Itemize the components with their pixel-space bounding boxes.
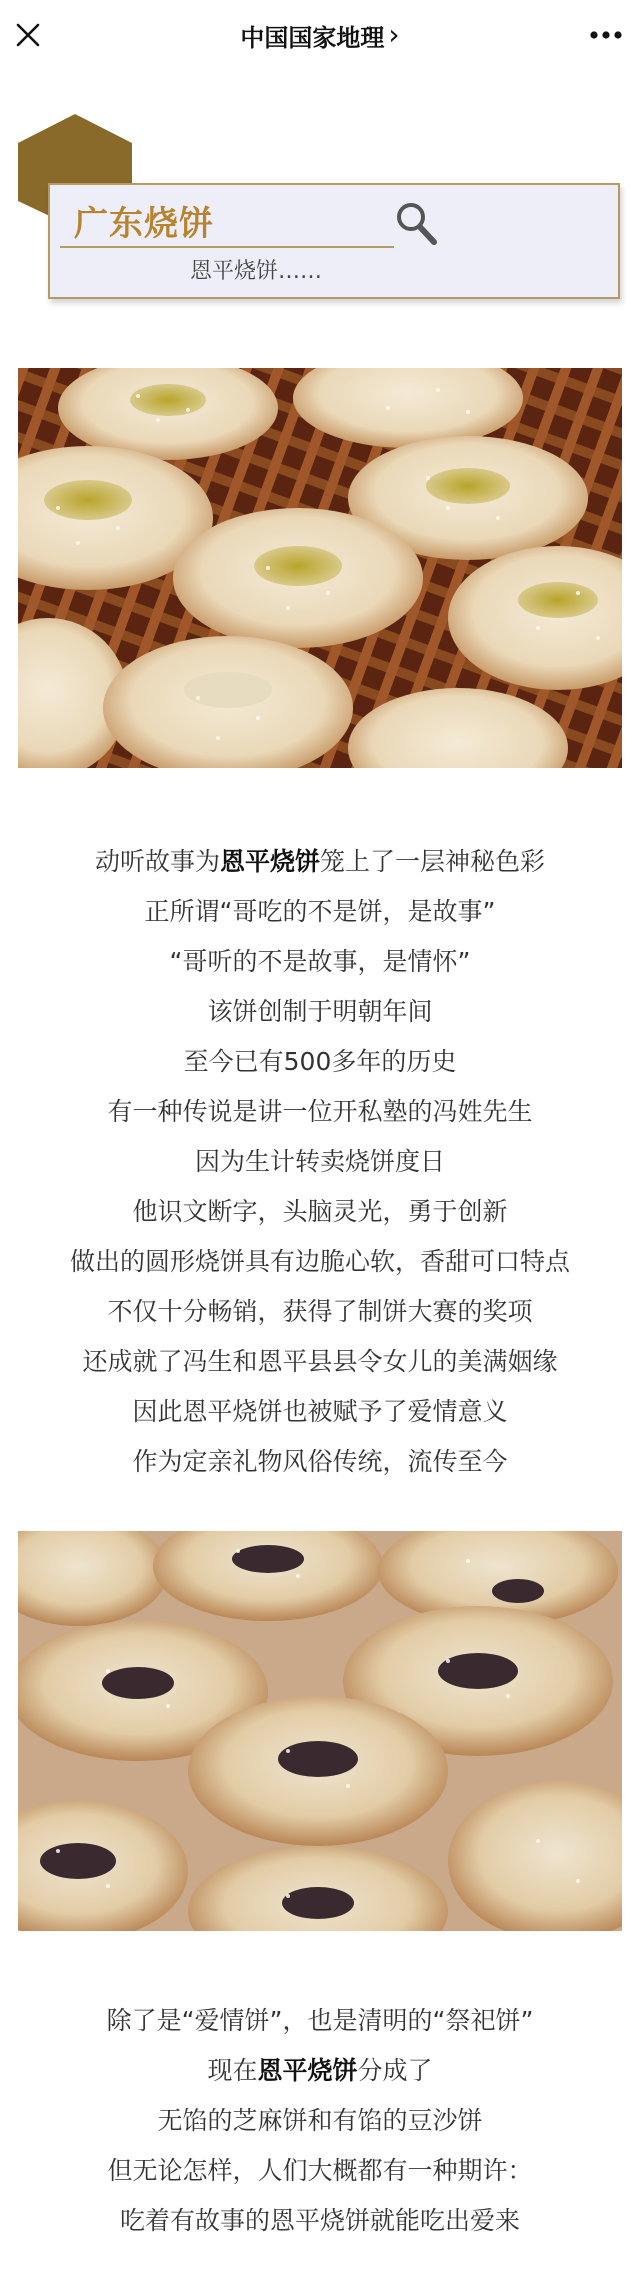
card-title: 广东烧饼 xyxy=(74,204,214,244)
more-icon xyxy=(589,30,623,40)
text-line: 吃着有故事的恩平烧饼就能吃出爱来 xyxy=(119,2206,520,2235)
text-line: 不仅十分畅销，获得了制饼大赛的奖项 xyxy=(107,1297,533,1326)
sesame-flatbread-photo xyxy=(18,368,622,768)
text-line: 现在恩平烧饼分成了 xyxy=(207,2056,433,2085)
text-line: 作为定亲礼物风俗传统，流传至今 xyxy=(132,1447,508,1476)
text-line: 动听故事为恩平烧饼笼上了一层神秘色彩 xyxy=(94,847,546,876)
bean-paste-flatbread-photo xyxy=(18,1531,622,1931)
chevron-right-icon: › xyxy=(388,18,400,51)
text-line: “哥听的不是故事，是情怀” xyxy=(169,947,471,976)
text-line: 因此恩平烧饼也被赋予了爱情意义 xyxy=(132,1397,508,1426)
text-line: 有一种传说是讲一位开私塾的冯姓先生 xyxy=(107,1097,533,1126)
card-divider xyxy=(60,246,394,248)
account-title-link[interactable] xyxy=(240,18,399,53)
text-line: 做出的圆形烧饼具有边脆心软，香甜可口特点 xyxy=(69,1247,570,1276)
text-line: 还成就了冯生和恩平县县令女儿的美满姻缘 xyxy=(82,1347,558,1376)
text-line: 除了是“爱情饼”，也是清明的“祭祀饼” xyxy=(106,2006,534,2035)
text-line: 但无论怎样，人们大概都有一种期许： xyxy=(107,2156,533,2185)
close-icon xyxy=(15,22,41,48)
text-line: 该饼创制于明朝年间 xyxy=(207,997,433,1026)
story-paragraph-2 xyxy=(0,1996,640,2246)
search-icon xyxy=(394,200,438,246)
text-line: 因为生计转卖烧饼度日 xyxy=(194,1147,445,1176)
text-line: 无馅的芝麻饼和有馅的豆沙饼 xyxy=(157,2106,483,2135)
text-line: 至今已有500多年的历史 xyxy=(183,1047,457,1076)
card-subtitle: 恩平烧饼…… xyxy=(190,259,323,284)
top-nav-bar xyxy=(0,0,640,70)
more-options-button[interactable] xyxy=(584,17,628,53)
story-paragraph-1 xyxy=(0,837,640,1487)
text-line: 他识文断字，头脑灵光，勇于创新 xyxy=(132,1197,508,1226)
text-line: 正所谓“哥吃的不是饼，是故事” xyxy=(144,897,496,926)
account-title: 中国国家地理 xyxy=(240,23,385,52)
close-button[interactable] xyxy=(10,17,46,53)
